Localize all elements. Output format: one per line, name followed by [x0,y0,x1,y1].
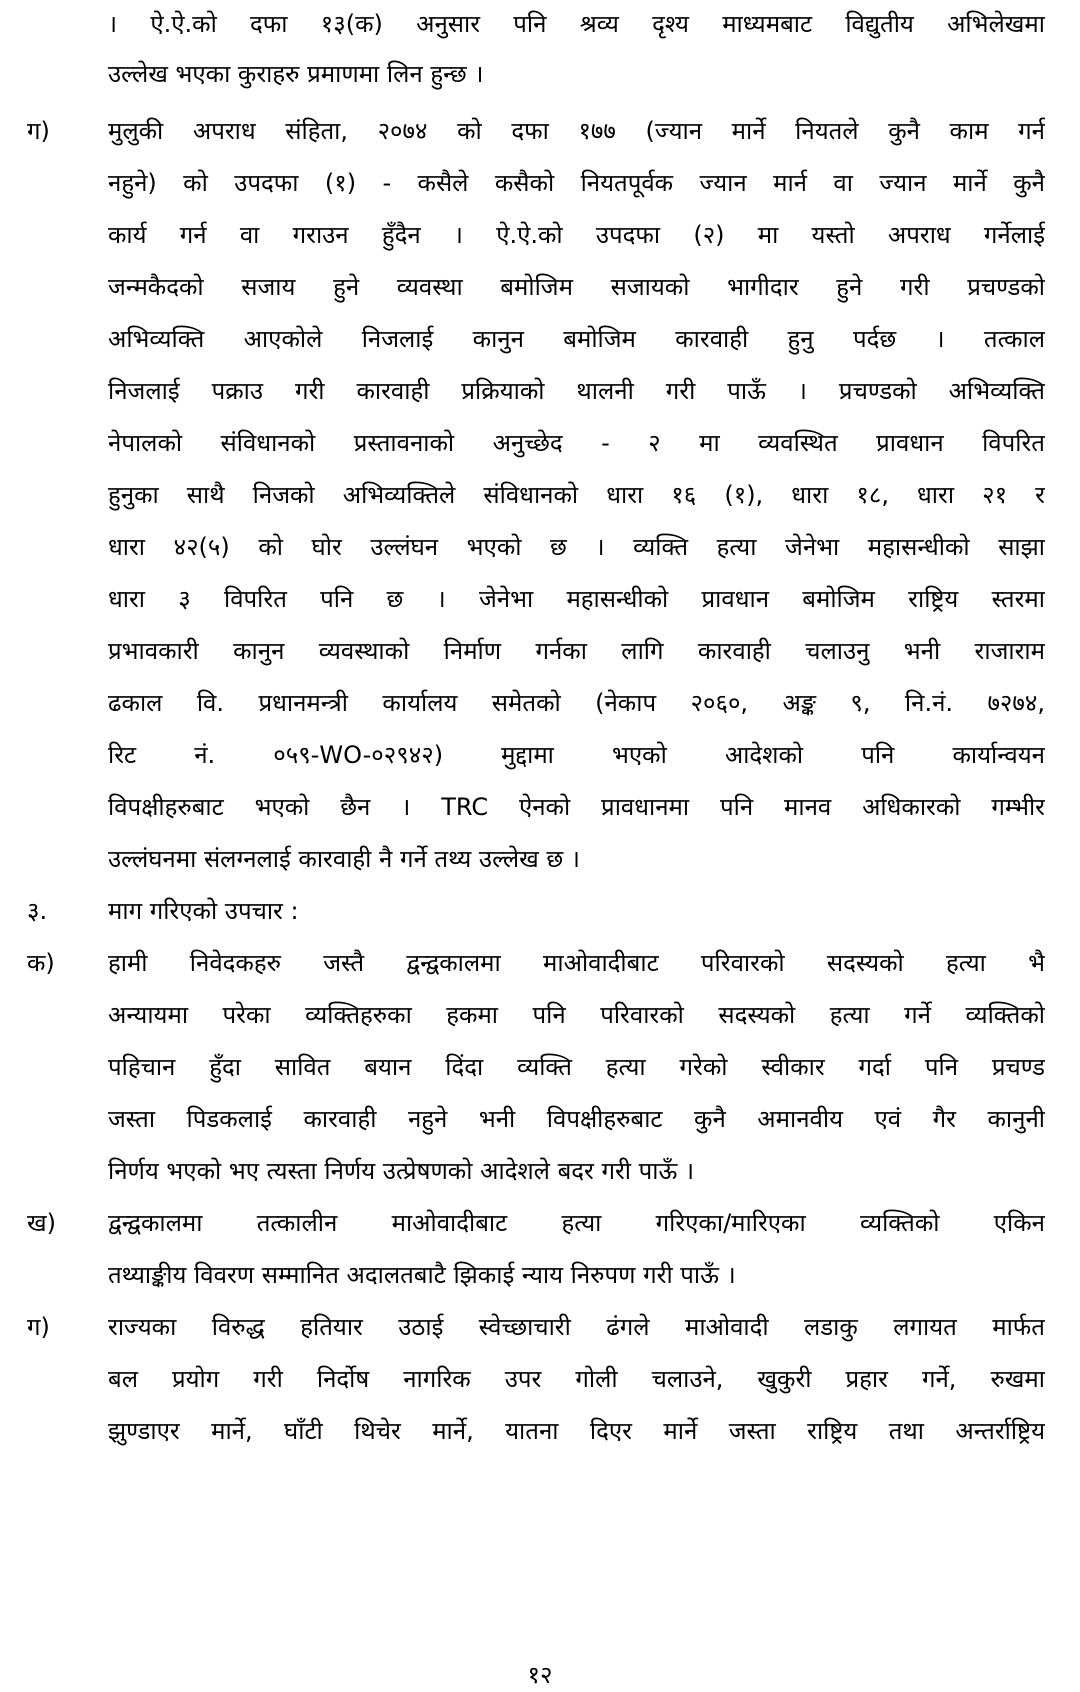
text-line: हुनुका साथै निजको अभिव्यक्तिले संविधानको धारा १६ (१), धारा १८, धारा २१ र [108,481,1045,509]
text-line: निर्णय भएको भए त्यस्ता निर्णय उत्प्रेषणको आदेशले बदर गरी पाऊँ । [108,1157,695,1185]
text-line: द्वन्द्वकालमा तत्कालीन माओवादीबाट हत्या गरिएका/मारिएका व्यक्तिको एकिन [108,1209,1045,1237]
text-line: अन्यायमा परेका व्यक्तिहरुका हकमा पनि परिवारको सदस्यको हत्या गर्ने व्यक्तिको [108,1001,1045,1029]
text-line: राज्यका विरुद्ध हतियार उठाई स्वेच्छाचारी ढंगले माओवादी लडाकु लगायत मार्फत [108,1313,1045,1341]
text-line: बल प्रयोग गरी निर्दोष नागरिक उपर गोली चलाउने, खुकुरी प्रहार गर्ने, रुखमा [108,1365,1045,1393]
text-line: उल्लेख भएका कुराहरु प्रमाणमा लिन हुन्छ । [108,60,484,88]
text-line: पहिचान हुँदा सावित बयान दिंदा व्यक्ति हत्या गरेको स्वीकार गर्दा पनि प्रचण्ड [108,1053,1045,1081]
text-line: जस्ता पिडकलाई कारवाही नहुने भनी विपक्षीहरुबाट कुनै अमानवीय एवं गैर कानुनी [108,1105,1045,1133]
text-line: ढकाल वि. प्रधानमन्त्री कार्यालय समेतको (नेकाप २०६०, अङ्क ९, नि.नं. ७२७४, [108,689,1045,717]
text-line: जन्मकैदको सजाय हुने व्यवस्था बमोजिम सजायको भागीदार हुने गरी प्रचण्डको [108,273,1045,301]
text-line: धारा ४२(५) को घोर उल्लंघन भएको छ । व्यक्ति हत्या जेनेभा महासन्धीको साझा [108,533,1045,561]
clause-marker-ka: क) [27,949,55,977]
clause-marker-ga: ग) [27,1313,50,1341]
text-line: नहुने) को उपदफा (१) - कसैले कसैको नियतपूर्वक ज्यान मार्न वा ज्यान मार्ने कुनै [108,169,1045,197]
clause-marker-kha: ख) [27,1209,56,1237]
section-number: ३. [27,897,48,925]
text-line: हामी निवेदकहरु जस्तै द्वन्द्वकालमा माओवादीबाट परिवारको सदस्यको हत्या भै [108,949,1045,977]
text-line: उल्लंघनमा संलग्नलाई कारवाही नै गर्ने तथ्य उल्लेख छ । [108,845,580,873]
text-line: धारा ३ विपरित पनि छ । जेनेभा महासन्धीको प्रावधान बमोजिम राष्ट्रिय स्तरमा [108,585,1045,613]
text-line: नेपालको संविधानको प्रस्तावनाको अनुच्छेद - २ मा व्यवस्थित प्रावधान विपरित [108,429,1045,457]
section-heading: माग गरिएको उपचार : [108,897,299,925]
text-line: अभिव्यक्ति आएकोले निजलाई कानुन बमोजिम कारवाही हुनु पर्दछ । तत्काल [108,325,1045,353]
text-line: झुण्डाएर मार्ने, घाँटी थिचेर मार्ने, यातना दिएर मार्ने जस्ता राष्ट्रिय तथा अन्तर्राष्ट्रिय [108,1417,1045,1445]
text-line: रिट नं. ०५९-WO-०२९४२) मुद्दामा भएको आदेशको पनि कार्यान्वयन [108,741,1045,769]
text-line: मुलुकी अपराध संहिता, २०७४ को दफा १७७ (ज्यान मार्ने नियतले कुनै काम गर्न [108,117,1045,145]
text-line: तथ्याङ्कीय विवरण सम्मानित अदालतबाटै झिकाई न्याय निरुपण गरी पाऊँ । [108,1261,736,1289]
text-line: प्रभावकारी कानुन व्यवस्थाको निर्माण गर्नका लागि कारवाही चलाउनु भनी राजाराम [108,637,1045,665]
text-line: निजलाई पक्राउ गरी कारवाही प्रक्रियाको थालनी गरी पाऊँ । प्रचण्डको अभिव्यक्ति [108,377,1045,405]
text-line: । ऐ.ऐ.को दफा १३(क) अनुसार पनि श्रव्य दृश्य माध्यमबाट विद्युतीय अभिलेखमा [108,10,1045,38]
text-line: कार्य गर्न वा गराउन हुँदैन । ऐ.ऐ.को उपदफा (२) मा यस्तो अपराध गर्नेलाई [108,221,1045,249]
page-number: १२ [527,1661,553,1689]
text-line: विपक्षीहरुबाट भएको छैन । TRC ऐनको प्रावधानमा पनि मानव अधिकारको गम्भीर [108,793,1045,821]
clause-marker-ga: ग) [27,117,50,145]
